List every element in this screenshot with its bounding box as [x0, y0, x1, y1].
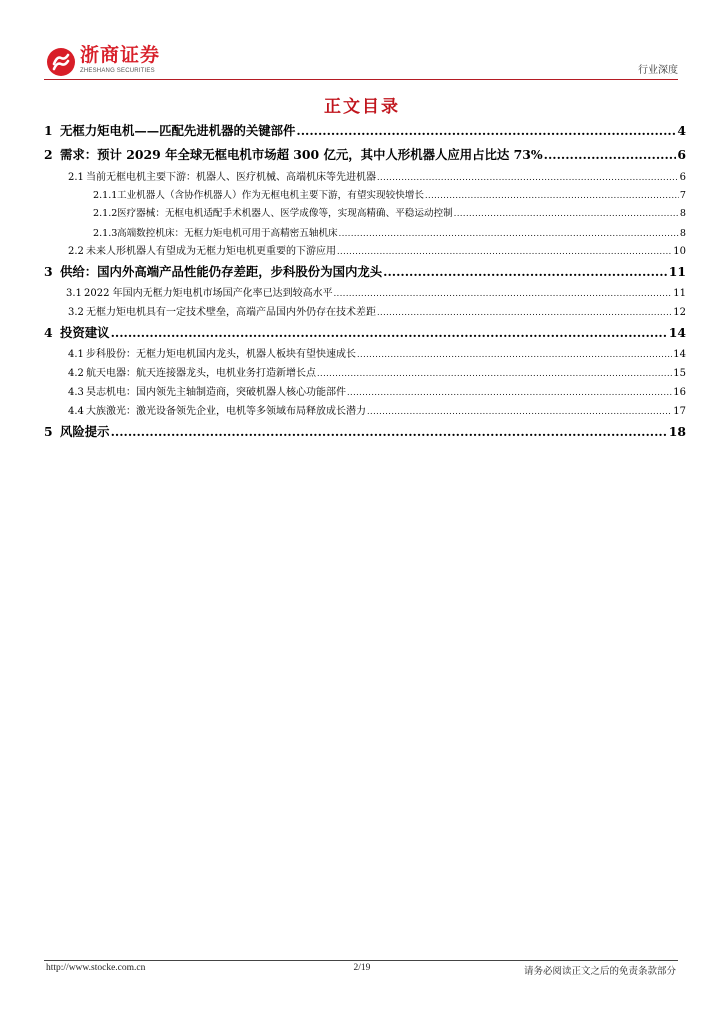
toc-entry-number: 2.1.1 — [93, 190, 118, 201]
toc-entry-title: 需求：预计 2029 年全球无框电机市场超 300 亿元，其中人形机器人应用占比达 73% — [60, 147, 543, 162]
toc-entry-number: 2.1.3 — [93, 228, 118, 239]
toc-entry[interactable] — [44, 206, 686, 222]
toc-entry-title: 供给：国内外高端产品性能仍存差距，步科股份为国内龙头 — [60, 264, 383, 279]
toc-entry-page: 17 — [673, 406, 686, 417]
toc-entry-title: 未来人形机器人有望成为无框力矩电机更重要的下游应用 — [86, 246, 336, 257]
toc-entry-page: 15 — [673, 368, 686, 379]
toc-entry[interactable] — [44, 323, 686, 343]
toc-leader-dots — [296, 121, 676, 141]
brand-english-name: ZHESHANG SECURITIES — [80, 68, 155, 74]
toc-leader-dots — [357, 347, 672, 363]
toc-entry-title: 步科股份：无框力矩电机国内龙头，机器人板块有望快速成长 — [86, 349, 356, 360]
footer-website-link[interactable]: http://www.stocke.com.cn — [46, 963, 146, 973]
toc-entry-title: 2022 年国内无框力矩电机市场国产化率已达到较高水平 — [84, 288, 333, 299]
toc-leader-dots — [347, 385, 672, 401]
report-type-label: 行业深度 — [638, 65, 678, 76]
footer-divider — [44, 960, 678, 961]
toc-entry[interactable] — [44, 121, 686, 141]
toc-entry-page: 14 — [668, 325, 686, 340]
toc-entry[interactable] — [44, 385, 686, 401]
toc-entry-page: 14 — [673, 349, 686, 360]
toc-entry-title: 医疗器械：无框电机适配手术机器人、医学成像等，实现高精确、平稳运动控制 — [117, 208, 453, 219]
toc-entry-title: 高端数控机床：无框力矩电机可用于高精密五轴机床 — [117, 228, 338, 239]
toc-entry[interactable] — [44, 422, 686, 442]
toc-entry[interactable] — [44, 262, 686, 282]
toc-entry[interactable] — [44, 226, 686, 242]
toc-leader-dots — [377, 170, 679, 186]
toc-leader-dots — [425, 188, 679, 204]
toc-entry-title: 风险提示 — [60, 424, 110, 439]
toc-entry-number: 2.1.2 — [93, 208, 118, 219]
toc-entry[interactable] — [44, 244, 686, 260]
toc-leader-dots — [111, 323, 668, 343]
toc-entry-page: 10 — [673, 246, 686, 257]
toc-entry-title: 昊志机电：国内领先主轴制造商，突破机器人核心功能部件 — [86, 387, 346, 398]
toc-leader-dots — [317, 366, 672, 382]
toc-entry-page: 8 — [679, 208, 686, 219]
toc-entry-title: 当前无框电机主要下游：机器人、医疗机械、高端机床等先进机器 — [86, 172, 376, 183]
toc-entry-number: 3.2 — [68, 307, 84, 318]
brand-logo-icon — [46, 47, 76, 77]
toc-entry-page: 12 — [673, 307, 686, 318]
footer-disclaimer: 请务必阅读正文之后的免责条款部分 — [523, 966, 676, 977]
toc-entry-title: 工业机器人（含协作机器人）作为无框电机主要下游，有望实现较快增长 — [117, 190, 424, 201]
toc-entry-number: 4 — [44, 325, 53, 340]
page-title: 正文目录 — [324, 97, 400, 117]
brand-name: 浙商证券 — [80, 44, 161, 66]
toc-entry-title: 大族激光：激光设备领先企业，电机等多领域布局释放成长潜力 — [86, 406, 366, 417]
footer-page-number: 2/19 — [353, 963, 371, 973]
toc-entry-number: 4.4 — [68, 406, 84, 417]
toc-leader-dots — [377, 305, 672, 321]
toc-entry-title: 航天电器：航天连接器龙头，电机业务打造新增长点 — [86, 368, 316, 379]
toc-entry-number: 4.1 — [68, 349, 84, 360]
toc-leader-dots — [383, 262, 668, 282]
toc-entry-page: 11 — [673, 288, 686, 299]
toc-entry[interactable] — [44, 366, 686, 382]
toc-entry-number: 2.1 — [68, 172, 84, 183]
toc-entry[interactable] — [44, 188, 686, 204]
toc-entry-page: 6 — [677, 147, 686, 162]
toc-entry-number: 5 — [44, 424, 53, 439]
toc-entry-page: 4 — [677, 123, 686, 138]
toc-entry[interactable] — [44, 286, 686, 302]
toc-entry-page: 6 — [679, 172, 686, 183]
toc-entry-number: 4.3 — [68, 387, 84, 398]
toc-entry-page: 7 — [679, 190, 686, 201]
toc-entry-title: 无框力矩电机——匹配先进机器的关键部件 — [60, 123, 296, 138]
toc-leader-dots — [454, 206, 679, 222]
toc-entry-number: 2 — [44, 147, 53, 162]
toc-entry-number: 2.2 — [68, 246, 84, 257]
toc-entry-page: 8 — [679, 228, 686, 239]
toc-entry[interactable] — [44, 170, 686, 186]
toc-entry-number: 1 — [44, 123, 53, 138]
toc-entry-title: 投资建议 — [60, 325, 110, 340]
toc-entry-page: 11 — [668, 264, 686, 279]
toc-entry[interactable] — [44, 305, 686, 321]
toc-entry-number: 3 — [44, 264, 53, 279]
toc-entry-page: 18 — [668, 424, 686, 439]
toc-leader-dots — [337, 244, 672, 260]
header-divider — [44, 79, 678, 80]
toc-leader-dots — [544, 145, 677, 165]
toc-entry-page: 16 — [673, 387, 686, 398]
toc-entry-number: 4.2 — [68, 368, 84, 379]
toc-entry-title: 无框力矩电机具有一定技术壁垒，高端产品国内外仍存在技术差距 — [86, 307, 376, 318]
toc-entry-number: 3.1 — [66, 288, 82, 299]
toc-leader-dots — [339, 226, 679, 242]
toc-leader-dots — [111, 422, 668, 442]
toc-entry[interactable] — [44, 145, 686, 165]
toc-entry[interactable] — [44, 404, 686, 420]
toc-leader-dots — [367, 404, 672, 420]
toc-entry[interactable] — [44, 347, 686, 363]
toc-leader-dots — [334, 286, 673, 302]
